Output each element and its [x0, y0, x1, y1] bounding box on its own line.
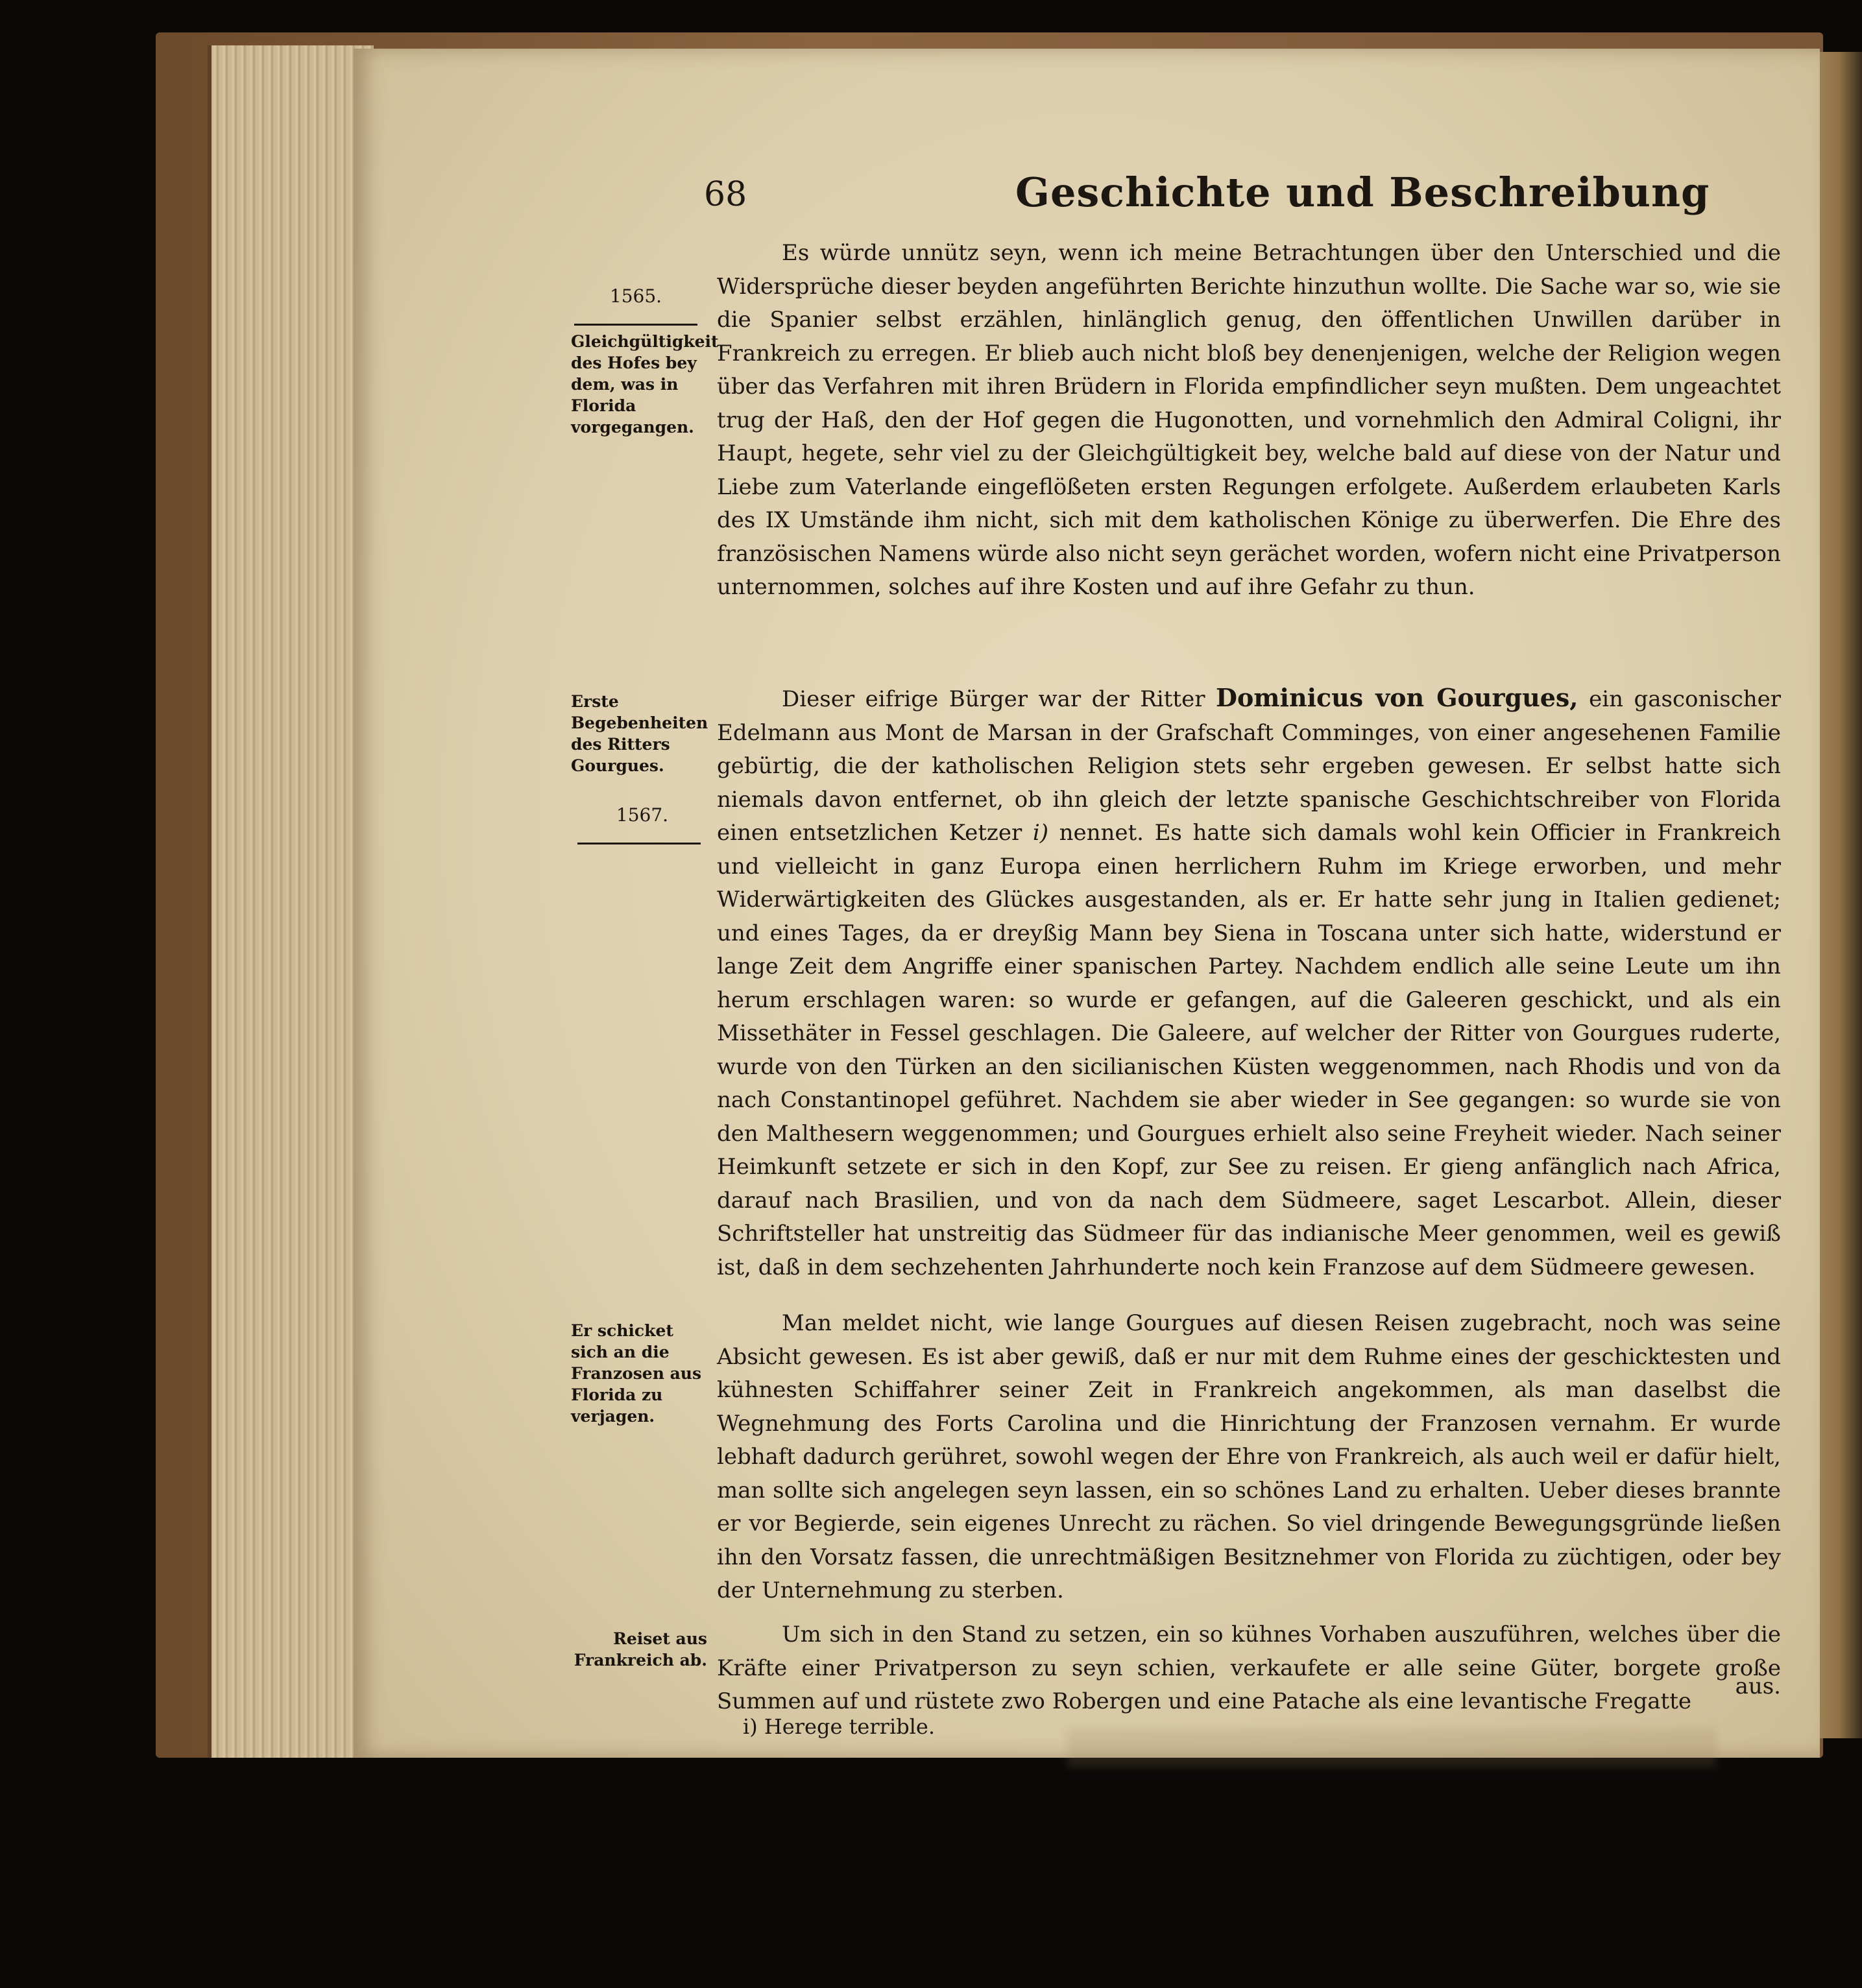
- paragraph-2-end: nennet. Es hatte sich damals wohl kein Officier in Frankreich und vielleicht in ganz Europa einen herrlichern Ruhm im Kriege erworben, und mehr Widerwärtigkeiten des Glückes ausgestanden, als er. Er hatte sehr jung in Italien gedienet; und eines Tages, da er dreyßig Mann bey Siena in Toscana unter sich hatte, widerstund er lange Zeit dem Angriffe einer spanischen Partey. Nachdem endlich alle seine Leute um ihn herum erschlagen waren: so wurde er gefangen, auf die Galeeren geschickt, und als ein Missethäter in Fessel geschlagen. Die Galeere, auf welcher der Ritter von Gourgues ruderte, wurde von den Türken an den sicilianischen Küsten weggenommen, nach Rhodis und von da nach Constantinopel geführet. Nachdem sie aber wieder in See gegangen: so wurde sie von den Malthesern weggenommen; und Gourgues erhielt also seine Freyheit wieder. Nach seiner Heimkunft setzete er sich in den Kopf, zur See zu reisen. Er gieng anfänglich nach Africa, darauf nach Brasilien, und von da nach dem Südmeere, saget Lescarbot. Allein, dieser Schriftsteller hat unstreitig das Südmeer für das indianische Meer genommen, weil es gewiß ist, daß in dem sechzehenten Jahrhunderte noch kein Franzose auf dem Südmeere gewesen.: [717, 820, 1782, 1280]
- footnote: i) Herege terrible.: [743, 1714, 936, 1739]
- page-stack-edge: [208, 45, 374, 1758]
- margin-note-indifference: Gleichgültigkeit des Hofes bey dem, was in Florida vorgegangen.: [571, 332, 719, 437]
- margin-brace: [577, 833, 701, 844]
- page-number: 68: [704, 175, 747, 214]
- paragraph-3: Man meldet nicht, wie lange Gourgues auf diesen Reisen zugebracht, noch was seine Absicht gewesen. Es ist aber gewiß, daß er nur mit dem Ruhme eines der geschicktesten und kühnesten Schiffahrer seiner Zeit in Frankreich angekommen, als man daselbst die Wegnehmung des Forts Carolina und die Hinrichtung der Franzosen vernahm. Er wurde lebhaft dadurch gerühret, sowohl wegen der Ehre von Frankreich, als auch weil er dafür hielt, man sollte sich angelegen seyn lassen, ein so schönes Land zu erhalten. Ueber dieses brannte er vor Begierde, sein eigenes Unrecht zu rächen. So viel dringende Bewegungsgründe ließen ihn den Vorsatz fassen, die unrechtmäßigen Besitznehmer von Florida zu züchtigen, oder bey der Unternehmung zu sterben.: [717, 1310, 1781, 1603]
- running-title: Geschichte und Beschreibung: [1015, 169, 1710, 216]
- margin-brace: [574, 315, 697, 326]
- paragraph-2-start: Dieser eifrige Bürger war der Ritter: [782, 686, 1205, 712]
- catchword: aus.: [1735, 1673, 1781, 1699]
- margin-year-1565: 1565.: [609, 285, 662, 307]
- paragraph-2: [717, 681, 1781, 1284]
- gourgues-name: Dominicus von Gourgues,: [1216, 683, 1578, 712]
- paragraph-1: Es würde unnütz seyn, wenn ich meine Betrachtungen über den Unterschied und die Widersprüche dieser beyden angeführten Berichte hinzuthun wollte. Die Sache war so, wie sie die Spanier selbst erzählen, hinlänglich genug, den öffentlichen Unwillen darüber in Frankreich zu erregen. Er blieb auch nicht bloß bey denenjenigen, welche der Religion wegen über das Verfahren mit ihren Brüdern in Florida empfindlicher seyn mußten. Dem ungeachtet trug der Haß, den der Hof gegen die Hugonotten, und vornehmlich den Admiral Coligni, ihr Haupt, hegete, sehr viel zu der Gleichgültigkeit bey, welche bald auf diese von der Natur und Liebe zum Vaterlande eingeflößeten ersten Regungen erfolgete. Außerdem erlaubeten Karls des IX Umstände ihm nicht, sich mit dem katholischen Könige zu überwerfen. Die Ehre des französischen Namens würde also nicht seyn gerächet worden, wofern nicht eine Privatperson unternommen, solches auf ihre Kosten und auf ihre Gefahr zu thun.: [717, 240, 1781, 600]
- footnote-marker: i): [1032, 820, 1048, 846]
- margin-year-1567: 1567.: [616, 804, 669, 826]
- bleed-through-shadow: [1067, 1729, 1716, 1767]
- paragraph-4: Um sich in den Stand zu setzen, ein so kühnes Vorhaben auszuführen, welches über die Kräfte einer Privatperson zu seyn schien, verkaufete er alle seine Güter, borgete große Summen auf und rüstete zwo Robergen und eine Patache als eine levantische Fregatte: [717, 1622, 1781, 1714]
- margin-note-expedition: Er schicket sich an die Franzosen aus Florida zu verjagen.: [571, 1321, 702, 1426]
- page-header: [354, 169, 1820, 227]
- margin-note-gourgues: Erste Begebenheiten des Ritters Gourgues.: [571, 692, 708, 775]
- book-page: [354, 49, 1820, 1758]
- margin-note-departure: Reiset aus Frankreich ab.: [574, 1629, 707, 1670]
- paragraph-2-middle: ein gasconischer Edelmann aus Mont de Marsan in der Grafschaft Comminges, von einer angesehenen Familie gebürtig, die der katholischen Religion stets sehr ergeben gewesen. Er selbst hatte sich niemals davon entfernet, ob ihn gleich der letzte spanische Geschichtschreiber von Florida einen entsetzlichen Ketzer: [717, 686, 1782, 846]
